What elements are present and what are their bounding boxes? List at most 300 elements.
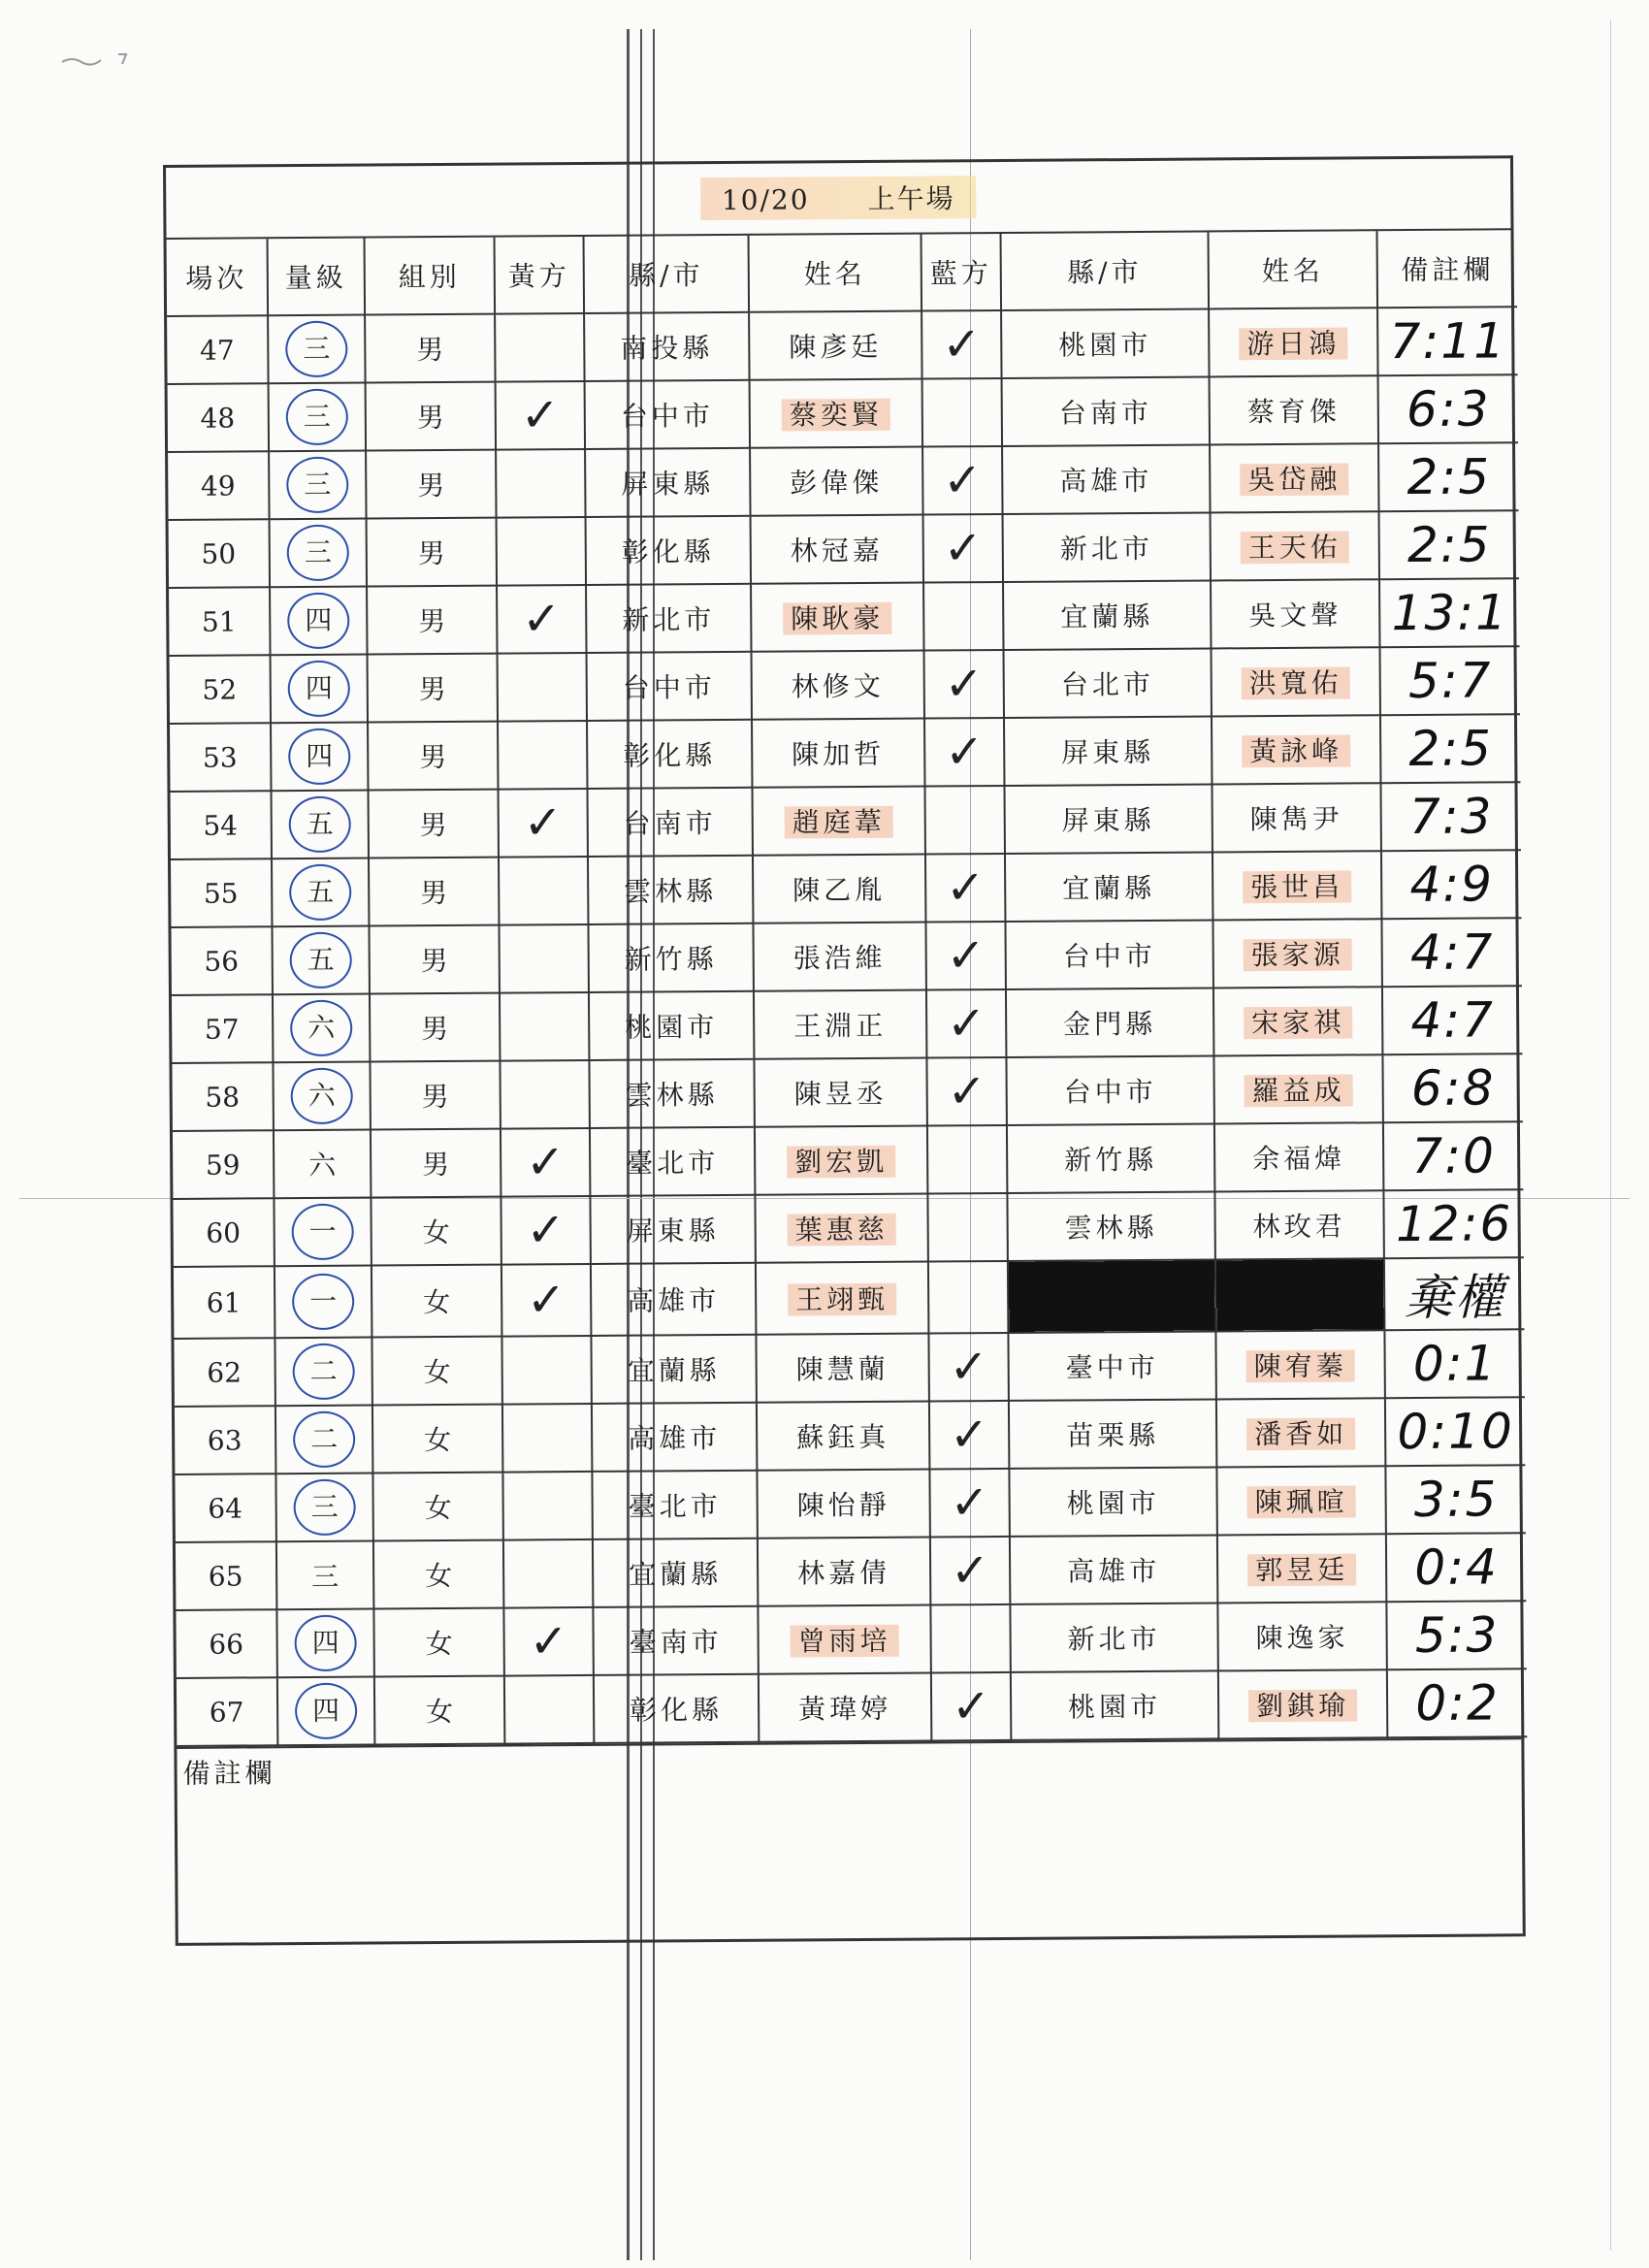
header-blue: 藍方: [922, 234, 1002, 311]
yellow-city-text: 屏東縣: [626, 1215, 720, 1247]
score-text: 0:1: [1412, 1335, 1498, 1393]
blue-city-text: 新北市: [1059, 532, 1153, 566]
weight-text: 五: [289, 864, 351, 921]
cell-score: [1385, 1465, 1525, 1534]
header-remarks: 備註欄: [1377, 230, 1518, 308]
cell-blue-city: [1010, 1535, 1217, 1604]
cell-weight: [272, 859, 369, 927]
cell-yellow-name: [756, 1334, 928, 1403]
cell-score: [1379, 510, 1519, 579]
cell-yellow-check: [503, 1607, 593, 1676]
yellow-name-text: 陳怡靜: [796, 1488, 890, 1522]
cell-yellow-name: [759, 1673, 931, 1742]
group-text: 男: [416, 333, 444, 367]
score-text: 2:5: [1406, 448, 1492, 506]
blue-city-text: 雲林縣: [1064, 1211, 1158, 1245]
cell-blue-city: [1004, 716, 1212, 785]
yellow-name-text: 趙庭葦: [785, 806, 893, 839]
yellow-name-text: 曾雨培: [791, 1625, 899, 1658]
cell-group: [373, 1608, 503, 1677]
blue-city-text: 新竹縣: [1064, 1143, 1158, 1177]
cell-score: [1379, 578, 1519, 647]
cell-yellow-check: [497, 517, 586, 586]
cell-weight: [272, 791, 369, 859]
cell-yellow-city: [592, 1403, 757, 1472]
cell-yellow-city: [584, 312, 749, 381]
score-text: 2:5: [1406, 516, 1492, 574]
table-row: [176, 1533, 1526, 1610]
cell-blue-name: [1212, 783, 1380, 852]
score-text: 0:4: [1414, 1539, 1500, 1597]
cell-blue-check: [929, 1401, 1009, 1470]
score-text: 0:10: [1397, 1403, 1514, 1461]
cell-blue-check: [931, 1672, 1011, 1741]
score-text: 5:7: [1407, 652, 1493, 710]
cell-yellow-city: [587, 652, 752, 721]
match-no-text: 54: [203, 808, 239, 842]
cell-score: [1381, 850, 1521, 919]
score-text: 7:11: [1389, 312, 1507, 371]
blue-city-text: 台中市: [1062, 939, 1156, 973]
weight-text: 五: [289, 796, 351, 853]
yellow-city-text: 台中市: [620, 400, 714, 433]
score-text: 12:6: [1395, 1195, 1513, 1253]
cell-yellow-check: [500, 992, 589, 1061]
cell-yellow-city: [594, 1674, 759, 1743]
match-no-text: 65: [208, 1559, 243, 1593]
yellow-city-text: 高雄市: [628, 1422, 722, 1455]
cell-group: [372, 1337, 501, 1406]
cell-group: [365, 314, 495, 383]
cell-match-no: [177, 1677, 277, 1746]
cell-group: [369, 925, 499, 994]
blue-name-text: 劉錤瑜: [1248, 1689, 1357, 1722]
yellow-city-text: 宜蘭縣: [629, 1558, 723, 1591]
weight-text: 三: [287, 525, 349, 581]
header-blue-name: 姓名: [1209, 231, 1378, 308]
cell-yellow-city: [588, 923, 753, 992]
blue-name-text: 宋家祺: [1244, 1006, 1352, 1039]
match-no-text: 61: [206, 1285, 242, 1319]
cell-yellow-check: [502, 1472, 592, 1540]
blue-check-text: ✓: [946, 996, 986, 1052]
group-text: 男: [418, 604, 446, 638]
score-text: 5:3: [1414, 1606, 1500, 1665]
cell-blue-check: [928, 1261, 1009, 1334]
page-title: [700, 176, 977, 220]
blue-city-text: 臺中市: [1065, 1350, 1159, 1384]
yellow-city-text: 彰化縣: [621, 535, 715, 568]
blue-check-text: ✓: [944, 657, 985, 712]
cell-blue-check: [925, 854, 1005, 923]
blue-name-text: 游日鴻: [1239, 327, 1347, 360]
group-text: 女: [426, 1695, 454, 1729]
table-row: [168, 442, 1518, 520]
cell-weight: [268, 315, 365, 384]
cell-group: [366, 450, 496, 519]
score-text: 13:1: [1391, 584, 1509, 642]
yellow-name-text: 陳慧蘭: [795, 1352, 889, 1386]
blue-check-text: ✓: [946, 928, 986, 984]
match-no-text: 60: [206, 1215, 242, 1249]
cell-score: [1378, 442, 1518, 511]
yellow-name-text: 蔡奕賢: [782, 399, 890, 432]
cell-yellow-city: [589, 991, 754, 1060]
cell-blue-city: [1006, 988, 1213, 1056]
cell-blue-city: [1007, 1123, 1214, 1192]
cell-yellow-check: [503, 1539, 593, 1608]
score-text: 0:2: [1415, 1674, 1501, 1733]
cell-blue-name: [1210, 443, 1378, 512]
blue-name-text: 陳雋尹: [1249, 802, 1343, 836]
cell-group: [372, 1405, 502, 1474]
blue-check-text: ✓: [945, 860, 986, 916]
cell-blue-city: [1009, 1399, 1216, 1468]
blue-city-text: 高雄市: [1067, 1554, 1161, 1588]
title-session: 上午場: [867, 182, 955, 215]
yellow-city-text: 雲林縣: [625, 1079, 719, 1112]
cell-group: [367, 518, 497, 587]
match-no-text: 49: [200, 469, 236, 502]
cell-yellow-check: [501, 1128, 590, 1197]
cell-blue-check: [923, 514, 1003, 583]
cell-blue-check: [926, 1057, 1006, 1126]
cell-yellow-city: [591, 1263, 757, 1336]
cell-blue-city: [1005, 852, 1212, 921]
cell-weight: [275, 1406, 372, 1474]
cell-yellow-name: [749, 311, 922, 380]
header-match-no: 場次: [167, 239, 269, 316]
blue-check-text: ✓: [951, 1679, 991, 1734]
cell-blue-check: [922, 310, 1001, 379]
cell-blue-name: [1214, 1122, 1383, 1191]
blue-name-text: 陳逸家: [1255, 1621, 1349, 1655]
weight-text: 四: [288, 729, 350, 785]
cell-weight: [271, 723, 368, 792]
cell-blue-check: [923, 582, 1003, 651]
score-text: 4:7: [1409, 923, 1495, 982]
weight-text: 三: [311, 1560, 340, 1593]
group-text: 男: [421, 1012, 449, 1046]
blue-city-text: 台南市: [1058, 396, 1152, 430]
cell-score: [1387, 1669, 1527, 1737]
weight-text: 六: [291, 1068, 353, 1124]
cell-weight: [275, 1338, 372, 1407]
yellow-city-text: 桃園市: [625, 1011, 719, 1044]
cell-score: [1386, 1601, 1526, 1669]
cell-score: [1380, 782, 1520, 851]
match-table: [167, 230, 1528, 1747]
cell-yellow-check: [496, 381, 585, 450]
cell-blue-check: [924, 786, 1004, 855]
cell-yellow-city: [587, 788, 752, 857]
cell-yellow-check: [499, 924, 588, 993]
table-row: [172, 986, 1522, 1063]
blue-city-text: 屏東縣: [1061, 803, 1155, 837]
cell-group: [372, 1473, 502, 1541]
cell-weight: [273, 1062, 370, 1131]
cell-yellow-name: [755, 1194, 927, 1263]
cell-score: [1384, 1329, 1524, 1398]
table-row: [167, 307, 1517, 384]
table-row: [174, 1329, 1524, 1407]
cell-yellow-check: [502, 1404, 592, 1473]
cell-blue-check: [927, 1193, 1007, 1262]
cell-blue-check: [929, 1469, 1009, 1538]
cell-weight: [272, 926, 369, 995]
weight-text: 三: [285, 321, 347, 377]
group-text: 男: [419, 740, 447, 774]
score-text: 6:3: [1406, 380, 1491, 438]
cell-score: [1385, 1397, 1525, 1466]
cell-blue-check: [924, 718, 1004, 787]
cell-score: [1377, 307, 1517, 375]
cell-score: [1382, 1053, 1522, 1122]
cell-match-no: [169, 519, 270, 588]
cell-weight: [269, 451, 366, 520]
cell-yellow-name: [756, 1262, 929, 1335]
yellow-city-text: 彰化縣: [623, 739, 717, 772]
match-no-text: 58: [205, 1080, 241, 1114]
table-row: [176, 1601, 1526, 1678]
cell-match-no: [172, 1062, 273, 1131]
header-row: [167, 230, 1518, 316]
cell-match-no: [174, 1266, 275, 1339]
cell-yellow-name: [751, 515, 923, 584]
cell-yellow-check: [501, 1196, 590, 1265]
group-text: 男: [417, 469, 445, 502]
cell-match-no: [173, 1130, 274, 1199]
scan-line-5: [1610, 19, 1611, 2251]
weight-text: 四: [294, 1615, 356, 1671]
cell-blue-name: [1212, 715, 1380, 784]
cell-score: [1386, 1533, 1526, 1602]
yellow-check-text: ✓: [526, 1203, 566, 1258]
cell-match-no: [169, 587, 270, 656]
blue-name-text: 張家源: [1244, 938, 1352, 971]
cell-yellow-name: [750, 447, 922, 516]
cell-group: [368, 654, 498, 723]
group-text: 女: [422, 1215, 450, 1249]
cell-blue-check: [925, 922, 1005, 990]
group-text: 男: [416, 401, 444, 435]
cell-weight: [276, 1609, 373, 1678]
cell-weight: [277, 1677, 374, 1746]
yellow-name-text: 張浩維: [792, 941, 887, 975]
yellow-check-text: ✓: [520, 388, 561, 443]
table-row: [171, 782, 1521, 859]
cell-blue-city: [1003, 580, 1211, 649]
cell-blue-city: [1005, 920, 1212, 988]
cell-blue-city: [1002, 444, 1210, 513]
cell-match-no: [171, 791, 272, 859]
table-row: [171, 850, 1521, 927]
match-no-text: 55: [203, 876, 239, 910]
table-row: [169, 510, 1519, 588]
cell-blue-city: [1004, 784, 1212, 853]
weight-text: 四: [287, 593, 349, 649]
score-text: 3:5: [1413, 1471, 1499, 1529]
header-weight: 量級: [268, 239, 366, 316]
cell-yellow-city: [587, 720, 752, 789]
match-no-text: 51: [201, 604, 237, 638]
cell-yellow-check: [499, 789, 588, 858]
cell-blue-name: [1216, 1398, 1385, 1467]
match-no-text: 67: [209, 1695, 244, 1729]
cell-yellow-name: [753, 855, 925, 923]
score-text: 4:9: [1409, 856, 1495, 914]
cell-score: [1378, 374, 1518, 443]
blue-city-text: 台北市: [1060, 667, 1154, 701]
cell-yellow-city: [593, 1539, 758, 1607]
yellow-city-text: 臺南市: [629, 1626, 723, 1659]
blue-check-text: ✓: [942, 453, 983, 508]
blue-city-text: 屏東縣: [1061, 735, 1155, 769]
cell-match-no: [176, 1541, 276, 1610]
cell-blue-city: [1001, 308, 1209, 377]
yellow-city-text: 新竹縣: [624, 943, 718, 976]
cell-blue-name: [1212, 851, 1381, 920]
cell-blue-name: [1210, 375, 1378, 444]
blue-city-text: 高雄市: [1059, 464, 1153, 498]
cell-group: [370, 993, 500, 1062]
blue-name-text: 潘香如: [1246, 1417, 1355, 1450]
cell-yellow-name: [752, 651, 924, 720]
yellow-name-text: 劉宏凱: [787, 1146, 895, 1179]
score-text: 棄權: [1404, 1269, 1505, 1327]
cell-yellow-city: [585, 448, 750, 517]
cell-weight: [275, 1266, 372, 1339]
weight-text: 三: [286, 389, 348, 445]
cell-group: [370, 1061, 500, 1130]
cell-blue-name: [1211, 511, 1379, 580]
group-text: 男: [418, 672, 446, 706]
cell-yellow-name: [757, 1402, 929, 1471]
yellow-check-text: ✓: [523, 795, 564, 851]
cell-blue-name: [1217, 1602, 1386, 1670]
score-text: 7:0: [1411, 1127, 1497, 1185]
yellow-name-text: 陳昱丞: [793, 1077, 888, 1111]
cell-blue-name: [1212, 647, 1380, 716]
yellow-name-text: 林修文: [791, 669, 885, 703]
cell-weight: [274, 1130, 371, 1199]
weight-text: 四: [295, 1683, 357, 1739]
cell-weight: [271, 655, 368, 724]
cell-score: [1381, 918, 1521, 987]
yellow-city-text: 彰化縣: [630, 1694, 724, 1727]
match-no-text: 47: [199, 333, 235, 367]
cell-yellow-check: [501, 1264, 592, 1337]
cell-match-no: [168, 451, 269, 520]
table-row: [175, 1465, 1525, 1542]
cell-blue-check: [924, 650, 1004, 719]
cell-yellow-name: [755, 1126, 927, 1195]
cell-blue-city: [1004, 648, 1212, 717]
yellow-name-text: 陳加哲: [792, 737, 886, 771]
cell-group: [366, 382, 496, 451]
match-no-text: 50: [201, 536, 237, 570]
cell-blue-check: [930, 1604, 1010, 1673]
corner-scribble-icon: [60, 47, 147, 72]
cell-group: [371, 1129, 501, 1198]
cell-blue-check: [928, 1333, 1008, 1402]
cell-yellow-name: [750, 379, 922, 448]
blue-name-text: 張世昌: [1243, 870, 1351, 903]
blue-check-text: ✓: [943, 521, 984, 576]
cell-blue-name: [1212, 919, 1381, 988]
cell-blue-name: [1213, 1054, 1382, 1123]
cell-group: [368, 722, 498, 791]
cell-yellow-name: [754, 990, 926, 1059]
cell-weight: [270, 587, 367, 656]
remarks-section: [177, 1737, 1522, 1946]
group-text: 男: [422, 1148, 450, 1182]
cell-blue-city: [1011, 1670, 1218, 1739]
cell-yellow-check: [498, 653, 587, 722]
table-row: [168, 374, 1518, 452]
group-text: 男: [417, 536, 445, 570]
yellow-check-text: ✓: [526, 1273, 566, 1328]
blue-name-text: 王天佑: [1241, 531, 1349, 564]
header-yellow: 黃方: [495, 237, 585, 314]
cell-blue-name: [1209, 308, 1377, 376]
table-row: [175, 1397, 1525, 1474]
cell-weight: [274, 1198, 371, 1267]
cell-group: [369, 858, 499, 926]
weight-text: 三: [286, 457, 348, 513]
cell-match-no: [168, 383, 269, 452]
cell-match-no: [173, 1198, 274, 1267]
cell-yellow-city: [593, 1606, 758, 1675]
table-row: [173, 1121, 1523, 1199]
cell-group: [372, 1265, 502, 1338]
yellow-name-text: 陳彥廷: [789, 330, 883, 364]
blue-name-text: 余福煒: [1252, 1142, 1346, 1176]
score-text: 2:5: [1408, 720, 1494, 778]
group-text: 女: [423, 1355, 451, 1389]
blue-city-text: 桃園市: [1066, 1486, 1160, 1520]
cell-blue-city: [1010, 1603, 1217, 1671]
match-no-text: 57: [204, 1012, 240, 1046]
cell-blue-city: [1002, 376, 1210, 445]
blue-check-text: ✓: [942, 317, 982, 373]
yellow-name-text: 陳乙胤: [792, 873, 887, 907]
yellow-city-text: 高雄市: [627, 1284, 721, 1317]
cell-score: [1383, 1121, 1523, 1190]
group-text: 女: [424, 1423, 452, 1457]
blue-name-text: 吳岱融: [1240, 463, 1348, 496]
weight-text: 二: [292, 1344, 354, 1400]
blue-city-text: 桃園市: [1058, 328, 1152, 362]
cell-yellow-city: [592, 1471, 757, 1539]
cell-blue-check: [927, 1125, 1007, 1194]
cell-match-no: [171, 926, 272, 995]
yellow-city-text: 臺北市: [626, 1147, 720, 1180]
cell-blue-name: [1211, 579, 1379, 648]
cell-yellow-check: [500, 1060, 589, 1129]
blue-name-text: 林玫君: [1252, 1210, 1346, 1244]
yellow-name-text: 王翊甄: [788, 1283, 896, 1316]
yellow-check-text: ✓: [521, 592, 562, 647]
cell-score: [1382, 986, 1522, 1054]
cell-blue-city: [1008, 1331, 1215, 1400]
cell-group: [373, 1540, 503, 1609]
blue-check-text: ✓: [944, 725, 985, 780]
cell-yellow-city: [591, 1335, 756, 1404]
cell-score: [1380, 714, 1520, 783]
yellow-city-text: 屏東縣: [621, 468, 715, 501]
cell-yellow-name: [758, 1605, 930, 1674]
